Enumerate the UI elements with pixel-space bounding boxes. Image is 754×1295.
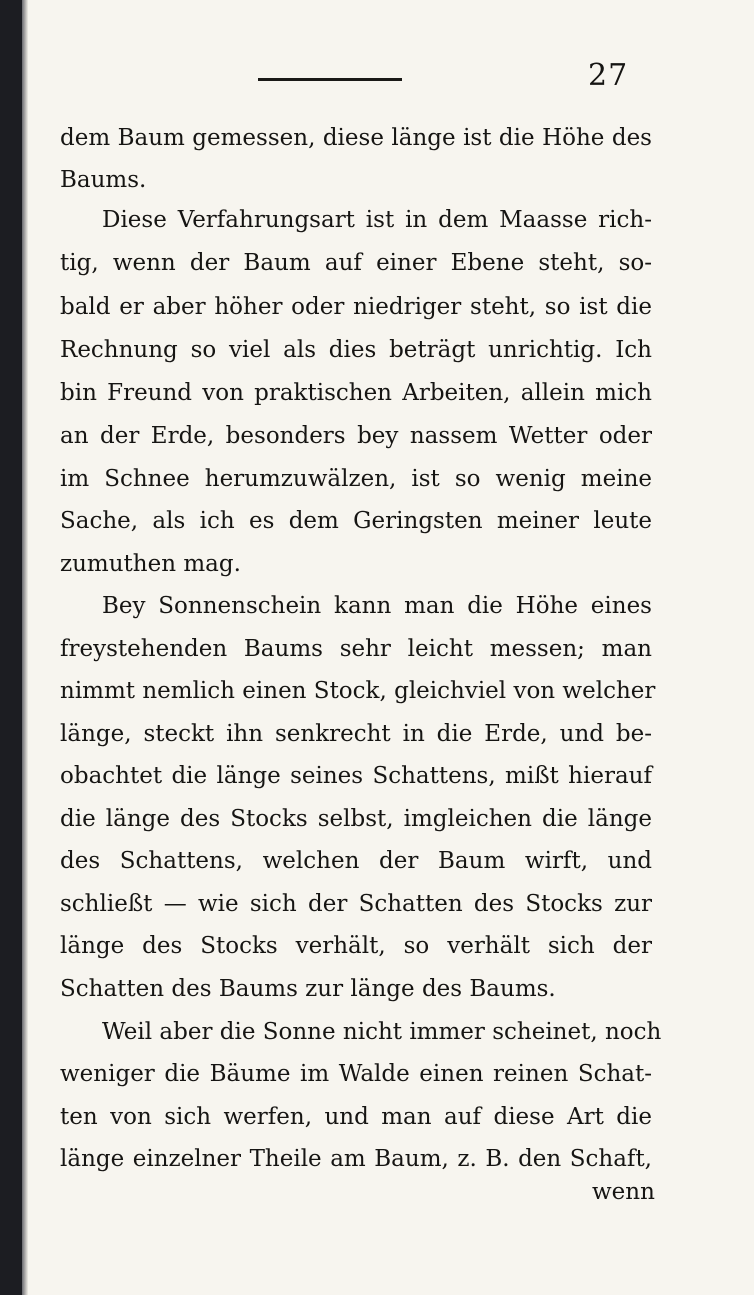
- text-line-3: Diese Verfahrungsart ist in dem Maasse rich-: [102, 207, 652, 233]
- text-line-21: Schatten des Baums zur länge des Baums.: [60, 976, 556, 1002]
- text-line-24: ten von sich werfen, und man auf diese Art die: [60, 1104, 652, 1130]
- text-line-9: im Schnee herumzuwälzen, ist so wenig meine: [60, 466, 652, 492]
- text-line-6: Rechnung so viel als dies beträgt unrichtig. Ich: [60, 337, 652, 363]
- text-line-17: die länge des Stocks selbst, imgleichen die länge: [60, 806, 652, 832]
- text-line-7: bin Freund von praktischen Arbeiten, allein mich: [60, 380, 652, 406]
- text-line-11: zumuthen mag.: [60, 551, 241, 577]
- binding-shadow: [22, 0, 28, 1295]
- page-number: 27: [588, 58, 629, 93]
- text-line-15: länge, steckt ihn senkrecht in die Erde, und be-: [60, 721, 652, 747]
- text-line-18: des Schattens, welchen der Baum wirft, und: [60, 848, 652, 874]
- text-line-10: Sache, als ich es dem Geringsten meiner leute: [60, 508, 652, 534]
- text-line-2: Baums.: [60, 167, 147, 193]
- text-line-13: freystehenden Baums sehr leicht messen; man: [60, 636, 652, 662]
- text-line-5: bald er aber höher oder niedriger steht, so ist die: [60, 294, 652, 320]
- text-line-23: weniger die Bäume im Walde einen reinen Schat-: [60, 1061, 652, 1087]
- book-binding: [0, 0, 22, 1295]
- text-line-16: obachtet die länge seines Schattens, mißt hierauf: [60, 763, 652, 789]
- catchword: wenn: [592, 1179, 655, 1205]
- text-line-8: an der Erde, besonders bey nassem Wetter oder: [60, 423, 652, 449]
- text-line-22: Weil aber die Sonne nicht immer scheinet, noch: [102, 1019, 662, 1045]
- text-line-14: nimmt nemlich einen Stock, gleichviel von welcher: [60, 678, 656, 704]
- text-line-19: schließt — wie sich der Schatten des Stocks zur: [60, 891, 652, 917]
- text-line-4: tig, wenn der Baum auf einer Ebene steht, so-: [60, 250, 652, 276]
- text-line-12: Bey Sonnenschein kann man die Höhe eines: [102, 593, 652, 619]
- text-line-25: länge einzelner Theile am Baum, z. B. den Schaft,: [60, 1146, 652, 1172]
- text-line-20: länge des Stocks verhält, so verhält sich der: [60, 933, 652, 959]
- text-line-1: dem Baum gemessen, diese länge ist die Höhe des: [60, 125, 652, 151]
- header-rule: [258, 78, 402, 81]
